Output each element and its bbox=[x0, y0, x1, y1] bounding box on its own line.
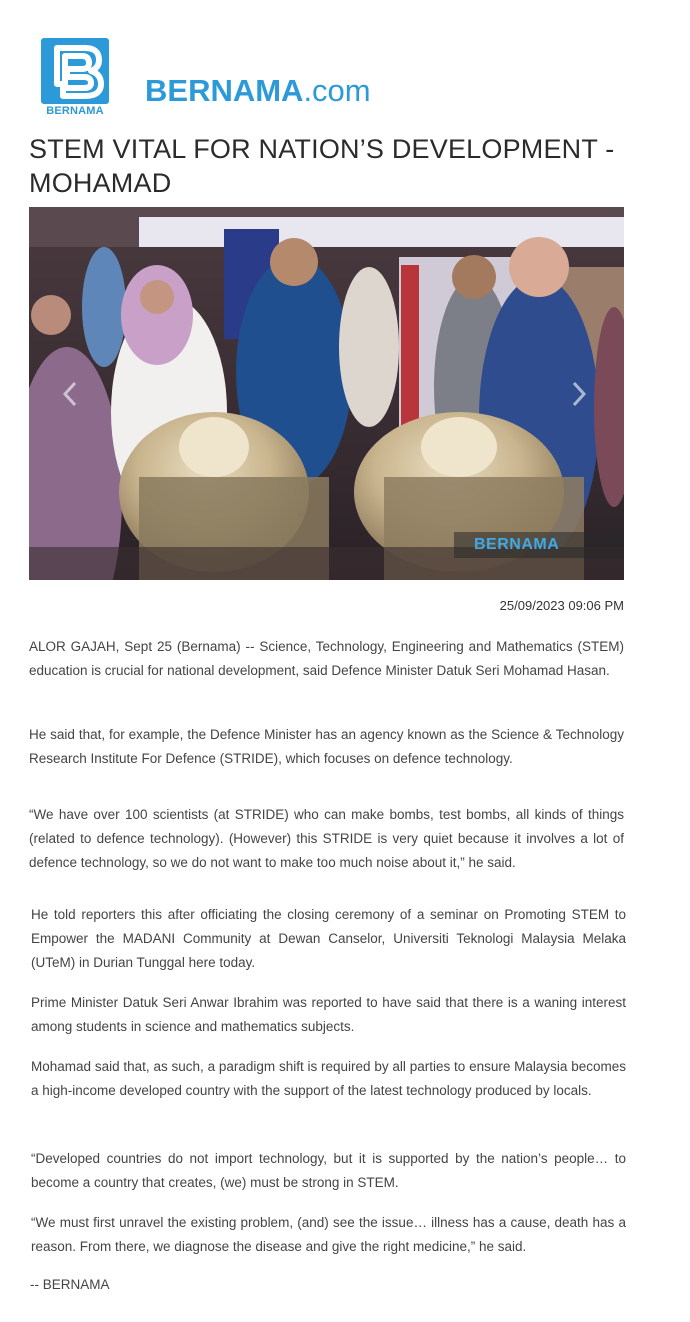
article-photo bbox=[29, 207, 624, 580]
photo-next-button[interactable] bbox=[568, 379, 590, 409]
site-name-suffix: .com bbox=[303, 73, 371, 108]
site-name[interactable] bbox=[145, 72, 371, 110]
photo-watermark bbox=[454, 532, 624, 558]
chevron-right-icon bbox=[568, 379, 590, 409]
article-paragraph: “We must first unravel the existing problem, (and) see the issue… illness has a cause, death has a reason. From there, we diagnose the disease and give the right medicine,” he said. bbox=[31, 1215, 626, 1254]
article-paragraph: ALOR GAJAH, Sept 25 (Bernama) -- Science, Technology, Engineering and Mathematics (STEM) education is crucial for national development, said Defence Minister Datuk Seri Mohamad Hasan. bbox=[29, 639, 624, 678]
article-paragraph: He told reporters this after officiating the closing ceremony of a seminar on Promoting STEM to Empower the MADANI Community at Dewan Canselor, Universiti Teknologi Malaysia Melaka (UTeM) in Durian Tunggal here today. bbox=[31, 907, 626, 970]
article-paragraph: “We have over 100 scientists (at STRIDE) who can make bombs, test bombs, all kinds of things (related to defence technology). (However) this STRIDE is very quiet because it involves a lot of defence technology, so we do not want to make too much noise about it,” he said. bbox=[29, 807, 624, 870]
event-scene-image bbox=[29, 207, 624, 580]
article-signoff: -- BERNAMA bbox=[30, 1277, 110, 1292]
bernama-logo[interactable] bbox=[41, 38, 109, 104]
article-paragraph: “Developed countries do not import technology, but it is supported by the nation’s people… to become a country that creates, (we) must be strong in STEM. bbox=[31, 1151, 626, 1190]
logo-wordmark: BERNAMA bbox=[46, 105, 104, 117]
chevron-left-icon bbox=[59, 379, 81, 409]
logo-b-icon bbox=[41, 38, 109, 104]
photo-prev-button[interactable] bbox=[59, 379, 81, 409]
article-paragraph: Mohamad said that, as such, a paradigm shift is required by all parties to ensure Malaysia becomes a high-income developed country with the support of the latest technology produced by locals. bbox=[31, 1059, 626, 1098]
photo-watermark-text: BERNAMA bbox=[474, 536, 560, 553]
article-timestamp: 25/09/2023 09:06 PM bbox=[499, 598, 624, 613]
site-name-bold: BERNAMA bbox=[145, 73, 304, 108]
article-paragraph: He said that, for example, the Defence Minister has an agency known as the Science & Technology Research Institute For Defence (STRIDE), which focuses on defence technology. bbox=[29, 727, 624, 766]
article-paragraph: Prime Minister Datuk Seri Anwar Ibrahim was reported to have said that there is a waning interest among students in science and mathematics subjects. bbox=[31, 995, 626, 1034]
article-title: STEM VITAL FOR NATION’S DEVELOPMENT - MOHAMAD bbox=[29, 134, 615, 198]
site-header bbox=[41, 38, 641, 120]
